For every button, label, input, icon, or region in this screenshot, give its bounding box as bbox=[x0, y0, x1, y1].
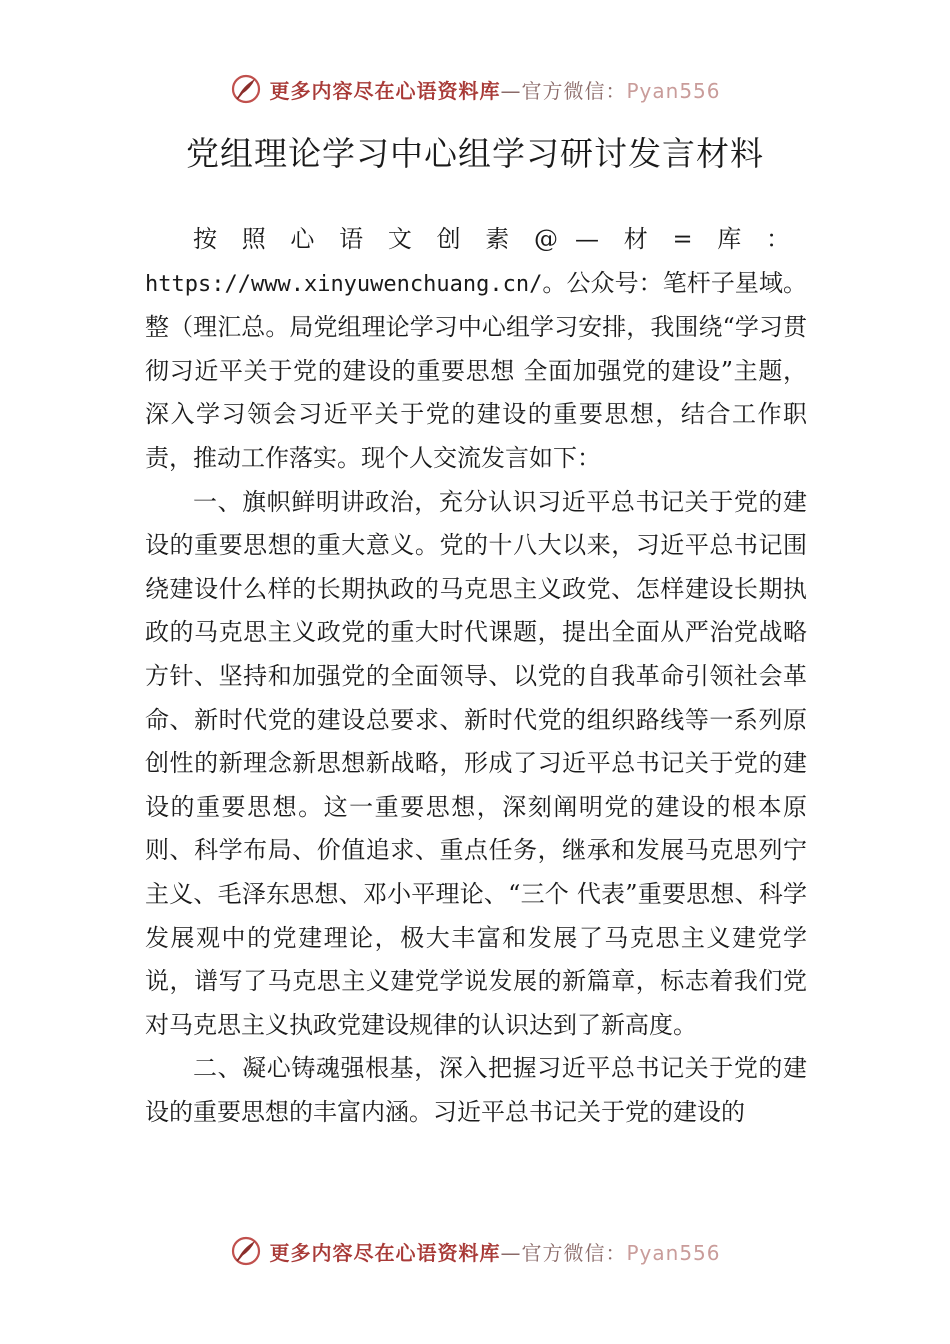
intro-url-part1: https:// bbox=[145, 271, 251, 297]
watermark-text bbox=[269, 1237, 720, 1266]
watermark-lead: 更多内容尽在心语资料库 bbox=[269, 78, 501, 103]
header-watermark-banner bbox=[0, 72, 950, 106]
intro-url-part2: www.xinyuwenchuang.cn/ bbox=[250, 271, 543, 297]
watermark-tail: —官方微信： bbox=[500, 1240, 627, 1265]
quill-logo-icon bbox=[229, 72, 263, 106]
paragraph-2: 二、凝心铸魂强根基，深入把握习近平总书记关于党的建设的重要思想的丰富内涵。习近平总书记关于党的建设的 bbox=[145, 1054, 807, 1126]
watermark-wechat-id: Pyan556 bbox=[626, 1240, 721, 1265]
document-title: 党组理论学习中心组学习研讨发言材料 bbox=[186, 134, 764, 173]
watermark-tail: —官方微信： bbox=[500, 78, 627, 103]
watermark-wechat-id: Pyan556 bbox=[626, 78, 721, 103]
document-body bbox=[145, 218, 807, 1134]
intro-spaced-prefix: 按照心语文创素@—材=库： bbox=[193, 225, 807, 253]
intro-paragraph bbox=[145, 218, 807, 481]
footer-watermark-banner bbox=[0, 1234, 950, 1268]
paragraph-1: 一、旗帜鲜明讲政治，充分认识习近平总书记关于党的建设的重要思想的重大意义。党的十八大以来，习近平总书记围绕建设什么样的长期执政的马克思主义政党、怎样建设长期执政的马克思主义政党的重大时代课题，提出全面从严治党战略方针、坚持和加强党的全面领导、以党的自我革命引领社会革命、新时代党的建设总要求、新时代党的组织路线等一系列原创性的新理念新思想新战略，形成了习近平总书记关于党的建设的重要思想。这一重要思想，深刻阐明党的建设的根本原则、科学布局、价值追求、重点任务，继承和发展马克思列宁主义、毛泽东思想、邓小平理论、“三个 代表”重要思想、科学发展观中的党建理论，极大丰富和发展了马克思主义建党学说，谱写了马克思主义建党学说发展的新篇章，标志着我们党对马克思主义执政党建设规律的认识达到了新高度。 bbox=[145, 487, 807, 1039]
watermark-lead: 更多内容尽在心语资料库 bbox=[269, 1240, 501, 1265]
intro-rest: 。公众号：笔杆子星域。整（理汇总。局党组理论学习中心组学习安排，我围绕“学习贯彻习近平关于党的建设的重要思想 全面加强党的建设”主题，深入学习领会习近平关于党的建设的重要思想，结合工作职责，推动工作落实。现个人交流发言如下： bbox=[145, 268, 807, 472]
quill-logo-icon bbox=[229, 1234, 263, 1268]
watermark-text bbox=[269, 75, 720, 104]
